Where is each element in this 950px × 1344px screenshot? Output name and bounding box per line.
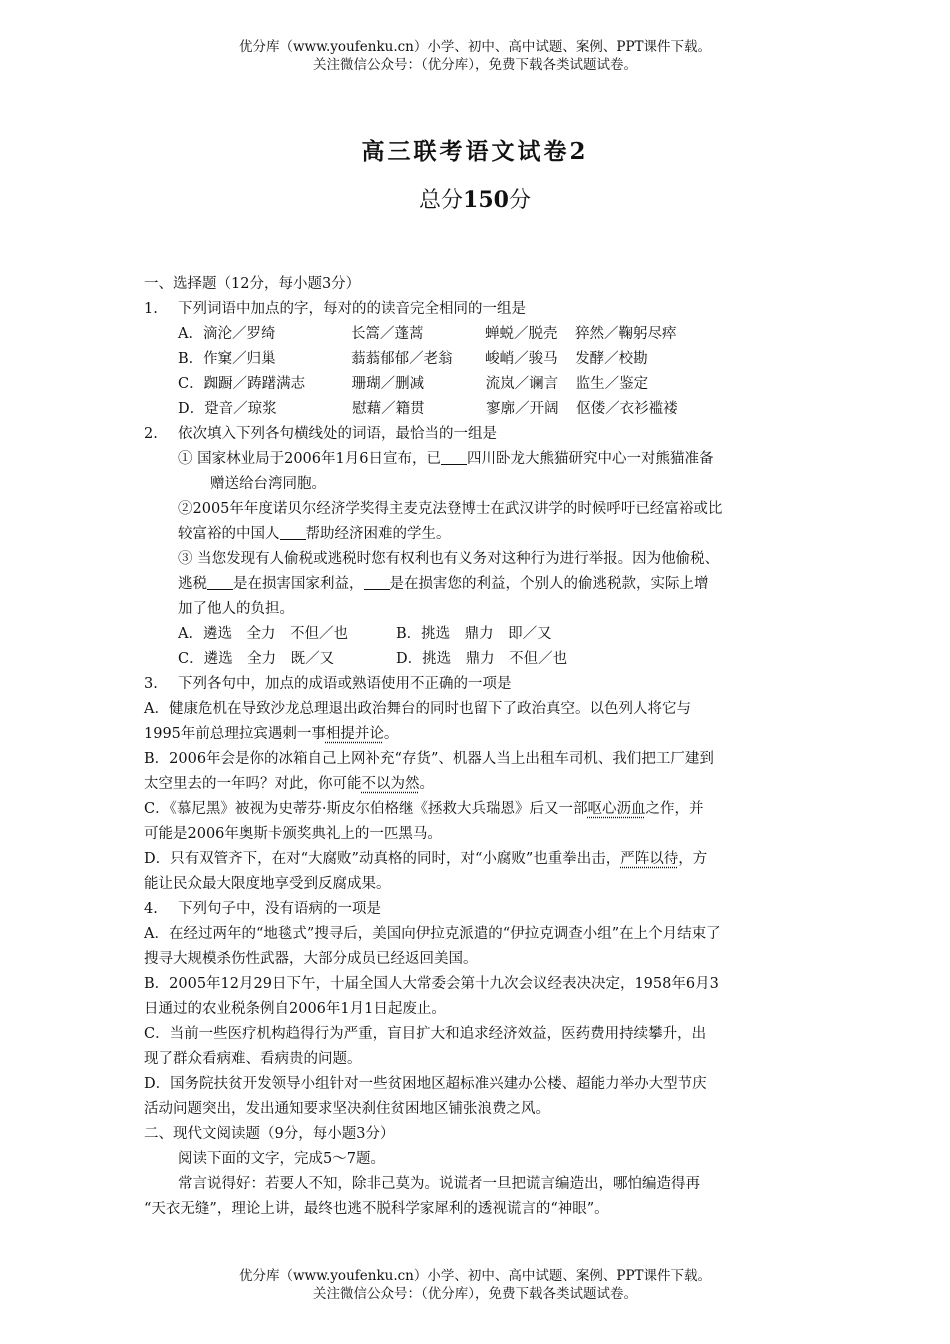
- q3-option-d: D．只有双管齐下，在对“大腐败”动真格的同时，对“小腐败”也重拳出击，严阵以待，方: [144, 851, 708, 867]
- dotted-idiom: 严阵以待: [620, 851, 679, 867]
- q3-option-b-cont: 太空里去的一年吗？对此，你可能不以为然。: [144, 776, 434, 792]
- dotted-idiom: 相提并论: [325, 726, 384, 742]
- section-1-heading: 一、选择题（12分，每小题3分）: [144, 276, 361, 292]
- q3-option-b: B．2006年会是你的冰箱自己上网补充“存货”、机器人当上出租车司机、我们把工厂建到: [144, 751, 714, 767]
- q3-option-c-cont: 可能是2006年奥斯卡颁奖典礼上的一匹黑马。: [144, 826, 442, 842]
- q2-sentence-1-cont: 赠送给台湾同胞。: [210, 476, 326, 492]
- q3-option-c: C．《慕尼黑》被视为史蒂芬·斯皮尔伯格继《拯救大兵瑞恩》后又一部呕心沥血之作，并: [144, 801, 704, 817]
- question-3-stem: 3. 下列各句中，加点的成语或熟语使用不正确的一项是: [144, 676, 512, 692]
- section-2-heading: 二、现代文阅读题（9分，每小题3分）: [144, 1126, 395, 1142]
- q4-option-c: C．当前一些医疗机构趋得行为严重，盲目扩大和追求经济效益，医药费用持续攀升，出: [144, 1026, 707, 1042]
- header-line-1: 优分库（www.youfenku.cn）小学、初中、高中试题、案例、PPT课件下载。: [238, 39, 712, 55]
- q1-option-d: D．跫音／琼浆 慰藉／籍贯 寥廓／开阔 伛偻／衣衫褴褛: [178, 401, 678, 417]
- exam-body: [144, 272, 808, 1222]
- q2-options-ab: A．遴选 全力 不但／也 B．挑选 鼎力 即／又: [178, 626, 552, 642]
- q1-option-c: C．踟蹰／踌躇满志 珊瑚／删减 流岚／谰言 监生／鉴定: [178, 376, 649, 392]
- page-footer: [0, 1267, 950, 1303]
- q4-option-b: B．2005年12月29日下午，十届全国人大常委会第十九次会议经表决决定，1958年6月3: [144, 976, 719, 992]
- q3-option-a-cont: 1995年前总理拉宾遇刺一事相提并论。: [144, 726, 399, 742]
- question-1-stem: 1. 下列词语中加点的字，每对的的读音完全相同的一组是: [144, 301, 526, 317]
- score-value: 150: [463, 187, 509, 213]
- footer-line-1: 优分库（www.youfenku.cn）小学、初中、高中试题、案例、PPT课件下载。: [238, 1268, 712, 1284]
- answer-blank[interactable]: [280, 525, 306, 540]
- q4-option-d: D．国务院扶贫开发领导小组针对一些贫困地区超标准兴建办公楼、超能力举办大型节庆: [144, 1076, 707, 1092]
- q4-option-c-cont: 现了群众看病难、看病贵的问题。: [144, 1051, 362, 1067]
- q1-option-a: A．滴沦／罗绮 长篙／蓬蒿 蝉蜕／脱壳 猝然／鞠躬尽瘁: [178, 326, 677, 342]
- q2-options-cd: C．遴选 全力 既／又 D．挑选 鼎力 不但／也: [178, 651, 568, 667]
- reading-paragraph-1: 常言说得好：若要人不知，除非己莫为。说谎者一旦把谎言编造出，哪怕编造得再: [178, 1176, 700, 1192]
- q4-option-a: A．在经过两年的“地毯式”搜寻后，美国向伊拉克派遣的“伊拉克调查小组”在上个月结束了: [144, 926, 721, 942]
- question-2-stem: 2. 依次填入下列各句横线处的词语，最恰当的一组是: [144, 426, 497, 442]
- answer-blank[interactable]: [207, 575, 233, 590]
- q4-option-a-cont: 搜寻大规模杀伤性武器，大部分成员已经返回美国。: [144, 951, 478, 967]
- answer-blank[interactable]: [441, 450, 467, 465]
- question-4-stem: 4. 下列句子中，没有语病的一项是: [144, 901, 381, 917]
- q2-sentence-1: ① 国家林业局于2006年1月6日宣布，已 四川卧龙大熊猫研究中心一对熊猫准备: [178, 451, 714, 467]
- q1-option-b: B．作窠／归巢 蓊蓊郁郁／老翁 峻峭／骏马 发酵／校勘: [178, 351, 648, 367]
- reading-paragraph-1-cont: “天衣无缝”，理论上讲，最终也逃不脱科学家犀利的透视谎言的“神眼”。: [144, 1201, 609, 1217]
- reading-instruction: 阅读下面的文字，完成5～7题。: [178, 1151, 385, 1167]
- page-title: 高三联考语文试卷2: [361, 138, 589, 165]
- total-score: 总分150分: [419, 187, 531, 213]
- q2-sentence-3-end: 加了他人的负担。: [178, 601, 294, 617]
- q2-sentence-3: ③ 当您发现有人偷税或逃税时您有权利也有义务对这种行为进行举报。因为他偷税、: [178, 551, 720, 567]
- q3-option-d-cont: 能让民众最大限度地享受到反腐成果。: [144, 876, 391, 892]
- header-line-2: 关注微信公众号：（优分库），免费下载各类试题试卷。: [313, 57, 637, 73]
- dotted-idiom: 呕心沥血: [587, 801, 646, 817]
- q2-sentence-2: ②2005年年度诺贝尔经济学奖得主麦克法登博士在武汉讲学的时候呼吁已经富裕或比: [178, 501, 723, 517]
- dotted-idiom: 不以为然: [361, 776, 420, 792]
- footer-line-2: 关注微信公众号：（优分库），免费下载各类试题试卷。: [313, 1286, 637, 1302]
- page-header: [0, 38, 950, 74]
- q3-option-a: A．健康危机在导致沙龙总理退出政治舞台的同时也留下了政治真空。以色列人将它与: [144, 701, 691, 717]
- q4-option-b-cont: 日通过的农业税条例自2006年1月1日起废止。: [144, 1001, 446, 1017]
- q2-sentence-3-cont: 逃税 是在损害国家利益， 是在损害您的利益，个别人的偷逃税款，实际上增: [178, 576, 709, 592]
- q2-sentence-2-cont: 较富裕的中国人 帮助经济困难的学生。: [178, 526, 451, 542]
- answer-blank[interactable]: [364, 575, 390, 590]
- q4-option-d-cont: 活动问题突出，发出通知要求坚决刹住贫困地区铺张浪费之风。: [144, 1101, 550, 1117]
